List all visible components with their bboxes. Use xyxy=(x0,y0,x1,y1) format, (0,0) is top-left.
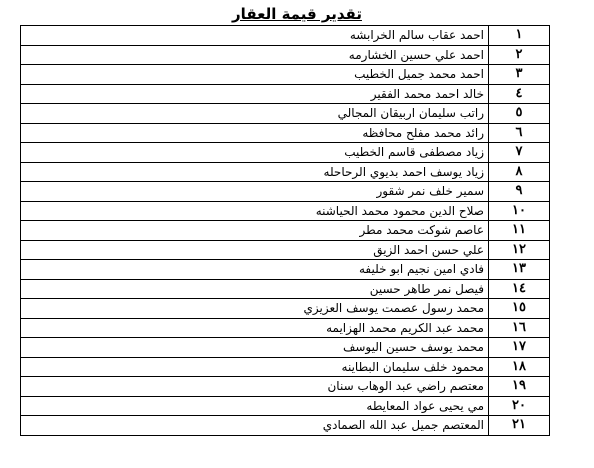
row-name: رائد محمد مفلح محافظه xyxy=(21,123,489,143)
table-row xyxy=(21,240,550,260)
row-name: زياد يوسف احمد بديوي الرحاحله xyxy=(21,162,489,182)
row-number: ٢١ xyxy=(489,416,550,436)
row-number: ٧ xyxy=(489,143,550,163)
table-row xyxy=(21,299,550,319)
table-body xyxy=(21,26,550,436)
table-row xyxy=(21,279,550,299)
row-number: ٥ xyxy=(489,104,550,124)
row-name: احمد عقاب سالم الخرابشه xyxy=(21,26,489,46)
table-row xyxy=(21,104,550,124)
row-name: محمد يوسف حسين اليوسف xyxy=(21,338,489,358)
row-name: محمد رسول عصمت يوسف العزيزي xyxy=(21,299,489,319)
table-row xyxy=(21,123,550,143)
page-title: تقدير قيمة العقار xyxy=(232,5,362,23)
row-name: فادي امين نجيم ابو خليفه xyxy=(21,260,489,280)
row-number: ٤ xyxy=(489,84,550,104)
table-row xyxy=(21,318,550,338)
row-name: علي حسن احمد الزيق xyxy=(21,240,489,260)
table-row xyxy=(21,396,550,416)
row-number: ٨ xyxy=(489,162,550,182)
table-row xyxy=(21,84,550,104)
row-name: عاصم شوكت محمد مطر xyxy=(21,221,489,241)
row-name: راتب سليمان اربيقان المجالي xyxy=(21,104,489,124)
row-number: ٢ xyxy=(489,45,550,65)
row-name: سمير خلف نمر شقور xyxy=(21,182,489,202)
table-row xyxy=(21,143,550,163)
table-row xyxy=(21,162,550,182)
table-row xyxy=(21,416,550,436)
row-name: احمد علي حسين الخشارمه xyxy=(21,45,489,65)
row-number: ٦ xyxy=(489,123,550,143)
row-number: ١٤ xyxy=(489,279,550,299)
table-row xyxy=(21,26,550,46)
table-row xyxy=(21,45,550,65)
row-number: ٩ xyxy=(489,182,550,202)
names-table xyxy=(20,25,550,436)
row-name: المعتصم جميل عبد الله الصمادي xyxy=(21,416,489,436)
table-row xyxy=(21,260,550,280)
row-name: محمود خلف سليمان البطاينه xyxy=(21,357,489,377)
row-name: معتصم راضي عبد الوهاب سنان xyxy=(21,377,489,397)
row-name: مي يحيى عواد المعايطه xyxy=(21,396,489,416)
table-row xyxy=(21,201,550,221)
table-row xyxy=(21,338,550,358)
row-number: ٣ xyxy=(489,65,550,85)
row-name: صلاح الدين محمود محمد الحياشنه xyxy=(21,201,489,221)
row-number: ٢٠ xyxy=(489,396,550,416)
row-name: محمد عبد الكريم محمد الهزايمه xyxy=(21,318,489,338)
row-number: ١٠ xyxy=(489,201,550,221)
table-row xyxy=(21,65,550,85)
row-name: خالد احمد محمد الفقير xyxy=(21,84,489,104)
table-row xyxy=(21,377,550,397)
row-number: ١٥ xyxy=(489,299,550,319)
table-row xyxy=(21,221,550,241)
row-number: ١ xyxy=(489,26,550,46)
row-number: ١٦ xyxy=(489,318,550,338)
row-number: ١٧ xyxy=(489,338,550,358)
row-name: زياد مصطفى قاسم الخطيب xyxy=(21,143,489,163)
row-number: ١١ xyxy=(489,221,550,241)
row-number: ١٣ xyxy=(489,260,550,280)
row-name: احمد محمد جميل الخطيب xyxy=(21,65,489,85)
table-row xyxy=(21,357,550,377)
table-row xyxy=(21,182,550,202)
row-number: ١٢ xyxy=(489,240,550,260)
row-number: ١٨ xyxy=(489,357,550,377)
row-number: ١٩ xyxy=(489,377,550,397)
row-name: فيصل نمر طاهر حسين xyxy=(21,279,489,299)
